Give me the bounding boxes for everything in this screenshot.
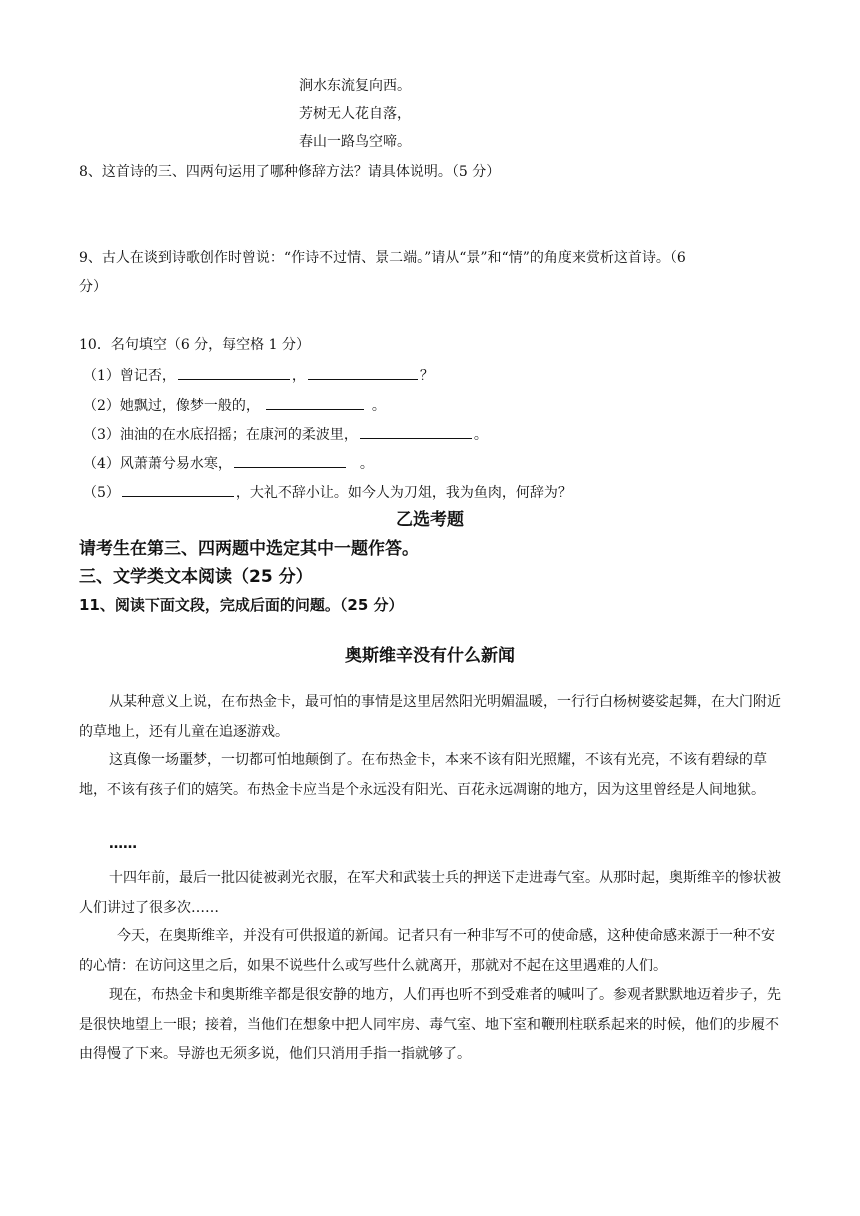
- question-9-line-2: 分）: [79, 279, 107, 295]
- section-b-instruction: 请考生在第三、四两题中选定其中一题作答。: [79, 539, 419, 559]
- fill-blank-5[interactable]: [122, 482, 234, 497]
- question-8: 8、这首诗的三、四两句运用了哪种修辞方法？请具体说明。（5 分）: [79, 164, 501, 180]
- fill-item-2: [83, 395, 386, 416]
- article-ellipsis: ……: [109, 836, 137, 852]
- section-3-heading: 三、文学类文本阅读（25 分）: [79, 567, 313, 587]
- question-10: 10．名句填空（6 分，每空格 1 分）: [79, 337, 310, 353]
- article-paragraph-5: 现在，布热金卡和奥斯维辛都是很安静的地方，人们再也听不到受难者的喊叫了。参观者默默地迈着步子，先是很快地望上一眼；接着，当他们在想象中把人同牢房、毒气室、地下室和鞭刑柱联系起来的时候，他们的步履不由得慢了下来。导游也无须多说，他们只消用手指一指就够了。: [79, 987, 781, 1063]
- fill-item-5-end: ，大礼不辞小让。如今人为刀俎，我为鱼肉，何辞为？: [235, 485, 572, 501]
- fill-item-1-sep: ，: [291, 368, 306, 384]
- question-11: 11、阅读下面文段，完成后面的问题。（25 分）: [79, 596, 404, 614]
- article-paragraph-2: 这真像一场噩梦，一切都可怕地颠倒了。在布热金卡，本来不该有阳光照耀，不该有光亮，不该有碧绿的草地，不该有孩子们的嬉笑。布热金卡应当是个永远没有阳光、百花永远凋谢的地方，因为这里曾经是人间地狱。: [79, 752, 767, 798]
- question-9-line-1: 9、古人在谈到诗歌创作时曾说：“作诗不过情、景二端。”请从“景”和“情”的角度来赏析这首诗。（6: [79, 250, 686, 266]
- article-paragraph-4: 今天，在奥斯维辛，并没有可供报道的新闻。记者只有一种非写不可的使命感，这种使命感来源于一种不安的心情：在访问这里之后，如果不说些什么或写些什么就离开，那就对不起在这里遇难的人们。: [79, 928, 775, 974]
- fill-blank-2[interactable]: [266, 395, 364, 410]
- poem-line-1: 涧水东流复向西。: [299, 78, 411, 94]
- fill-item-5-text: （5）: [83, 485, 120, 501]
- fill-blank-1a[interactable]: [178, 365, 290, 380]
- fill-item-3: [83, 424, 488, 445]
- fill-item-3-end: 。: [473, 427, 488, 443]
- fill-item-4: [83, 453, 374, 474]
- poem-line-3: 春山一路鸟空啼。: [299, 134, 411, 150]
- article-title: 奥斯维辛没有什么新闻: [345, 646, 515, 666]
- fill-item-4-text: （4）风萧萧兮易水寒，: [83, 456, 232, 472]
- article-paragraph-1: 从某种意义上说，在布热金卡，最可怕的事情是这里居然阳光明媚温暖，一行行白杨树婆娑起舞，在大门附近的草地上，还有儿童在追逐游戏。: [79, 694, 781, 740]
- fill-item-2-end: 。: [371, 398, 386, 414]
- fill-item-3-text: （3）油油的在水底招摇；在康河的柔波里，: [83, 427, 358, 443]
- fill-item-2-text: （2）她飘过，像梦一般的，: [83, 398, 260, 414]
- fill-blank-1b[interactable]: [308, 365, 418, 380]
- fill-item-1-end: ？: [419, 368, 434, 384]
- section-b-title: 乙选考题: [396, 510, 464, 530]
- fill-item-1-text: （1）曾记否，: [83, 368, 176, 384]
- fill-blank-3[interactable]: [360, 424, 472, 439]
- fill-item-4-end: 。: [359, 456, 374, 472]
- article-paragraph-3: 十四年前，最后一批囚徒被剥光衣服，在军犬和武装士兵的押送下走进毒气室。从那时起，奥斯维辛的惨状被人们讲过了很多次……: [79, 870, 781, 916]
- poem-line-2: 芳树无人花自落，: [299, 106, 411, 122]
- fill-item-1: [83, 365, 434, 386]
- fill-item-5: [83, 482, 572, 503]
- fill-blank-4[interactable]: [234, 453, 346, 468]
